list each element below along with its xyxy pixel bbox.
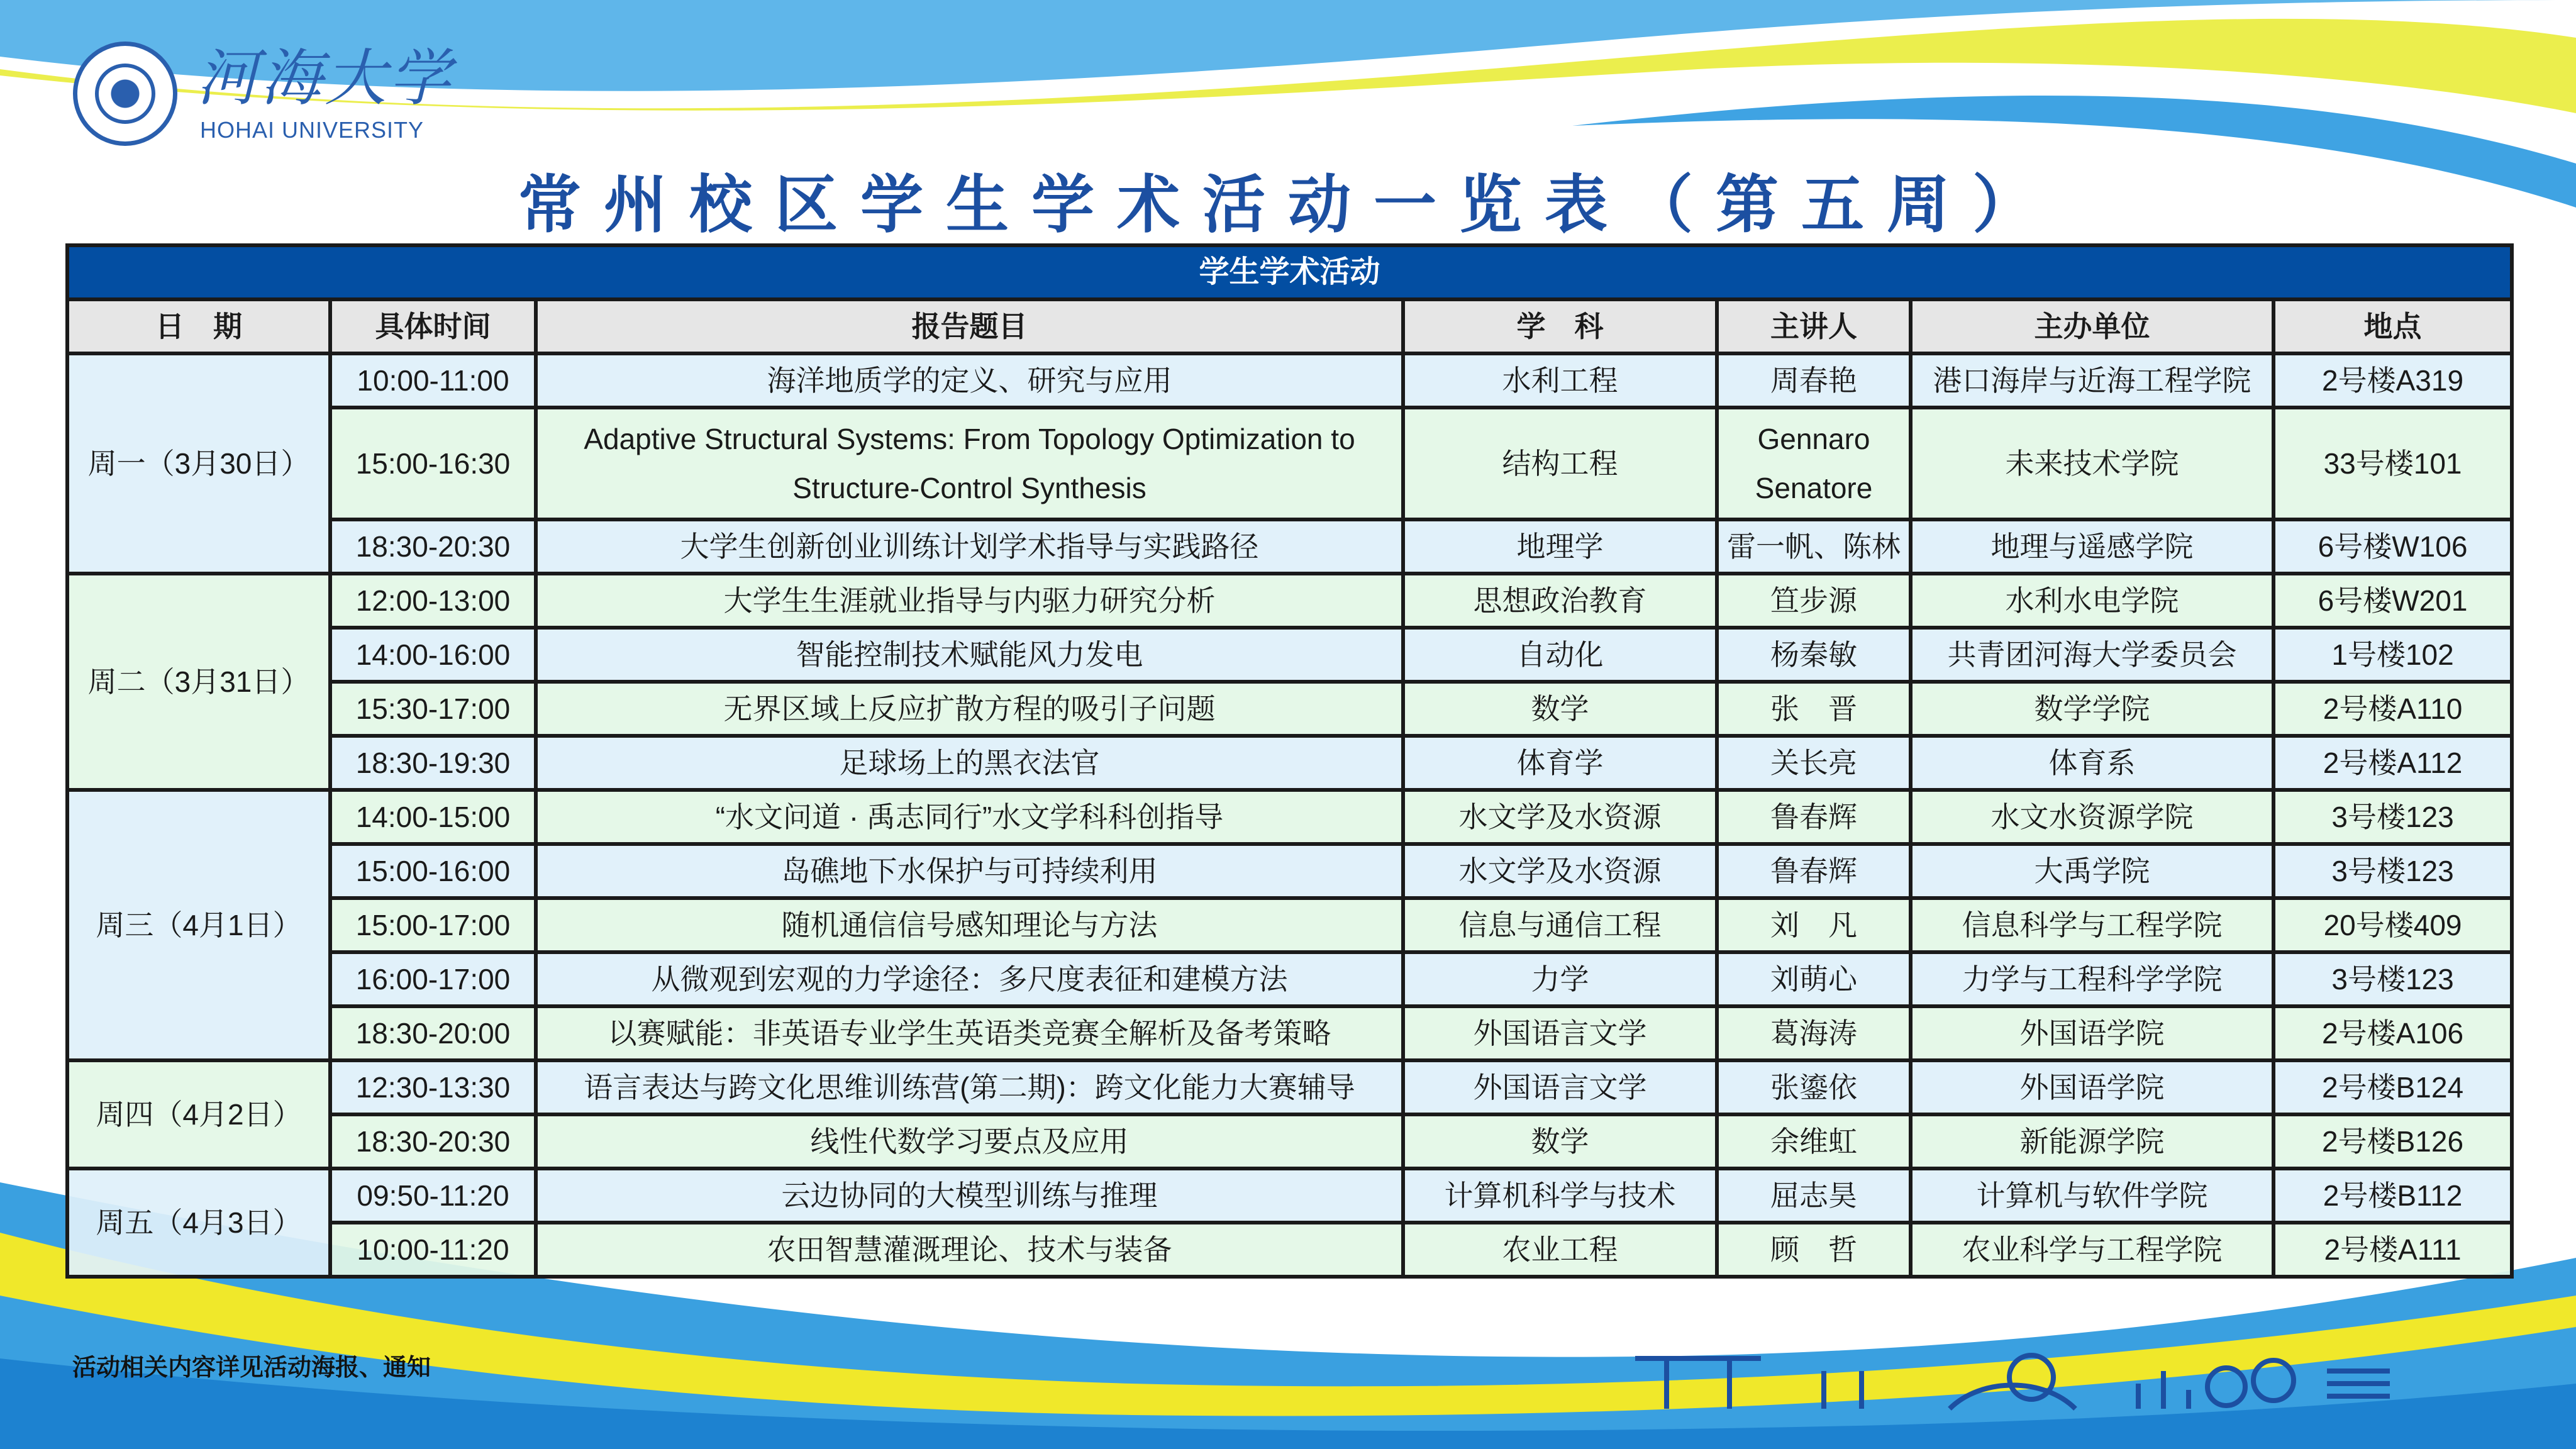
topic-cell: 大学生创新创业训练计划学术指导与实践路径	[536, 519, 1403, 574]
topic-cell: 智能控制技术赋能风力发电	[536, 628, 1403, 682]
subject-cell: 水文学及水资源	[1403, 790, 1717, 844]
speaker-cell: 顾 哲	[1717, 1223, 1911, 1277]
column-header: 具体时间	[330, 299, 536, 353]
logo-english-name: HOHAI UNIVERSITY	[200, 117, 425, 143]
subject-cell: 外国语言文学	[1403, 1060, 1717, 1114]
table-row	[67, 408, 2512, 519]
place-cell: 6号楼W201	[2273, 574, 2512, 628]
table-row	[67, 1169, 2512, 1223]
table-row	[67, 519, 2512, 574]
topic-cell: 大学生生涯就业指导与内驱力研究分析	[536, 574, 1403, 628]
page-title: 常州校区学生学术活动一览表（第五周）	[518, 170, 2058, 240]
table-row	[67, 844, 2512, 898]
topic-cell: 语言表达与跨文化思维训练营(第二期)：跨文化能力大赛辅导	[536, 1060, 1403, 1114]
subject-cell: 思想政治教育	[1403, 574, 1717, 628]
time-cell: 15:00-16:00	[330, 844, 536, 898]
host-cell: 地理与遥感学院	[1911, 519, 2273, 574]
host-cell: 未来技术学院	[1911, 408, 2273, 519]
topic-cell: 足球场上的黑衣法官	[536, 736, 1403, 790]
time-cell: 18:30-20:30	[330, 519, 536, 574]
time-cell: 10:00-11:00	[330, 353, 536, 408]
subject-cell: 地理学	[1403, 519, 1717, 574]
host-cell: 计算机与软件学院	[1911, 1169, 2273, 1223]
subject-cell: 结构工程	[1403, 408, 1717, 519]
column-header: 日 期	[67, 299, 330, 353]
table-row	[67, 682, 2512, 736]
time-cell: 16:00-17:00	[330, 952, 536, 1006]
table-row	[67, 1006, 2512, 1060]
speaker-cell: Gennaro Senatore	[1717, 408, 1911, 519]
place-cell: 20号楼409	[2273, 898, 2512, 952]
host-cell: 力学与工程科学学院	[1911, 952, 2273, 1006]
place-cell: 2号楼A319	[2273, 353, 2512, 408]
topic-cell: Adaptive Structural Systems: From Topology Optimization to Structure-Control Synthesis	[536, 408, 1403, 519]
date-cell: 周三（4月1日）	[67, 790, 330, 1060]
time-cell: 18:30-20:00	[330, 1006, 536, 1060]
speaker-cell: 余维虹	[1717, 1114, 1911, 1169]
table-row	[67, 1223, 2512, 1277]
topic-cell: 以赛赋能：非英语专业学生英语类竞赛全解析及备考策略	[536, 1006, 1403, 1060]
speaker-cell: 雷一帆、陈林	[1717, 519, 1911, 574]
topic-cell: 云边协同的大模型训练与推理	[536, 1169, 1403, 1223]
date-cell: 周四（4月2日）	[67, 1060, 330, 1169]
time-cell: 14:00-16:00	[330, 628, 536, 682]
table-row	[67, 952, 2512, 1006]
topic-cell: 无界区域上反应扩散方程的吸引子问题	[536, 682, 1403, 736]
topic-cell: 海洋地质学的定义、研究与应用	[536, 353, 1403, 408]
table-row	[67, 898, 2512, 952]
table-row	[67, 1114, 2512, 1169]
topic-cell: 随机通信信号感知理论与方法	[536, 898, 1403, 952]
speaker-cell: 刘萌心	[1717, 952, 1911, 1006]
host-cell: 共青团河海大学委员会	[1911, 628, 2273, 682]
speaker-cell: 刘 凡	[1717, 898, 1911, 952]
subject-cell: 自动化	[1403, 628, 1717, 682]
time-cell: 12:30-13:30	[330, 1060, 536, 1114]
table-row	[67, 628, 2512, 682]
date-cell: 周二（3月31日）	[67, 574, 330, 790]
place-cell: 1号楼102	[2273, 628, 2512, 682]
table-row	[67, 574, 2512, 628]
topic-cell: 岛礁地下水保护与可持续利用	[536, 844, 1403, 898]
time-cell: 09:50-11:20	[330, 1169, 536, 1223]
speaker-cell: 葛海涛	[1717, 1006, 1911, 1060]
subject-cell: 水利工程	[1403, 353, 1717, 408]
place-cell: 2号楼A106	[2273, 1006, 2512, 1060]
speaker-cell: 关长亮	[1717, 736, 1911, 790]
time-cell: 15:00-16:30	[330, 408, 536, 519]
column-header: 地点	[2273, 299, 2512, 353]
column-header: 报告题目	[536, 299, 1403, 353]
host-cell: 信息科学与工程学院	[1911, 898, 2273, 952]
time-cell: 14:00-15:00	[330, 790, 536, 844]
column-header: 主办单位	[1911, 299, 2273, 353]
place-cell: 2号楼A111	[2273, 1223, 2512, 1277]
speaker-cell: 周春艳	[1717, 353, 1911, 408]
date-cell: 周一（3月30日）	[67, 353, 330, 574]
host-cell: 新能源学院	[1911, 1114, 2273, 1169]
subject-cell: 外国语言文学	[1403, 1006, 1717, 1060]
activity-table	[65, 243, 2514, 1279]
topic-cell: 从微观到宏观的力学途径：多尺度表征和建模方法	[536, 952, 1403, 1006]
place-cell: 33号楼101	[2273, 408, 2512, 519]
time-cell: 15:00-17:00	[330, 898, 536, 952]
subject-cell: 信息与通信工程	[1403, 898, 1717, 952]
host-cell: 农业科学与工程学院	[1911, 1223, 2273, 1277]
topic-cell: 线性代数学习要点及应用	[536, 1114, 1403, 1169]
host-cell: 数学学院	[1911, 682, 2273, 736]
topic-cell: 农田智慧灌溉理论、技术与装备	[536, 1223, 1403, 1277]
table-band-title: 学生学术活动	[67, 245, 2512, 299]
logo-chinese-name: 河海大学	[196, 43, 453, 114]
column-header: 主讲人	[1717, 299, 1911, 353]
host-cell: 水文水资源学院	[1911, 790, 2273, 844]
place-cell: 3号楼123	[2273, 844, 2512, 898]
hohai-logo	[70, 42, 460, 148]
table-row	[67, 736, 2512, 790]
table-row	[67, 353, 2512, 408]
speaker-cell: 张 晋	[1717, 682, 1911, 736]
place-cell: 2号楼B112	[2273, 1169, 2512, 1223]
speaker-cell: 张鎏依	[1717, 1060, 1911, 1114]
time-cell: 18:30-19:30	[330, 736, 536, 790]
time-cell: 12:00-13:00	[330, 574, 536, 628]
speaker-cell: 屈志昊	[1717, 1169, 1911, 1223]
place-cell: 6号楼W106	[2273, 519, 2512, 574]
subject-cell: 数学	[1403, 682, 1717, 736]
subject-cell: 数学	[1403, 1114, 1717, 1169]
subject-cell: 力学	[1403, 952, 1717, 1006]
place-cell: 3号楼123	[2273, 952, 2512, 1006]
university-seal-icon	[73, 42, 177, 146]
footer-note: 活动相关内容详见活动海报、通知	[72, 1355, 431, 1381]
speaker-cell: 杨秦敏	[1717, 628, 1911, 682]
speaker-cell: 鲁春辉	[1717, 844, 1911, 898]
host-cell: 外国语学院	[1911, 1060, 2273, 1114]
topic-cell: “水文问道 · 禹志同行”水文学科科创指导	[536, 790, 1403, 844]
host-cell: 港口海岸与近海工程学院	[1911, 353, 2273, 408]
subject-cell: 计算机科学与技术	[1403, 1169, 1717, 1223]
place-cell: 2号楼B124	[2273, 1060, 2512, 1114]
place-cell: 2号楼B126	[2273, 1114, 2512, 1169]
time-cell: 15:30-17:00	[330, 682, 536, 736]
host-cell: 大禹学院	[1911, 844, 2273, 898]
host-cell: 外国语学院	[1911, 1006, 2273, 1060]
speaker-cell: 笪步源	[1717, 574, 1911, 628]
subject-cell: 水文学及水资源	[1403, 844, 1717, 898]
speaker-cell: 鲁春辉	[1717, 790, 1911, 844]
column-header: 学 科	[1403, 299, 1717, 353]
subject-cell: 农业工程	[1403, 1223, 1717, 1277]
time-cell: 18:30-20:30	[330, 1114, 536, 1169]
host-cell: 体育系	[1911, 736, 2273, 790]
place-cell: 3号楼123	[2273, 790, 2512, 844]
table-row	[67, 1060, 2512, 1114]
time-cell: 10:00-11:20	[330, 1223, 536, 1277]
place-cell: 2号楼A110	[2273, 682, 2512, 736]
table-row	[67, 790, 2512, 844]
host-cell: 水利水电学院	[1911, 574, 2273, 628]
date-cell: 周五（4月3日）	[67, 1169, 330, 1277]
place-cell: 2号楼A112	[2273, 736, 2512, 790]
subject-cell: 体育学	[1403, 736, 1717, 790]
